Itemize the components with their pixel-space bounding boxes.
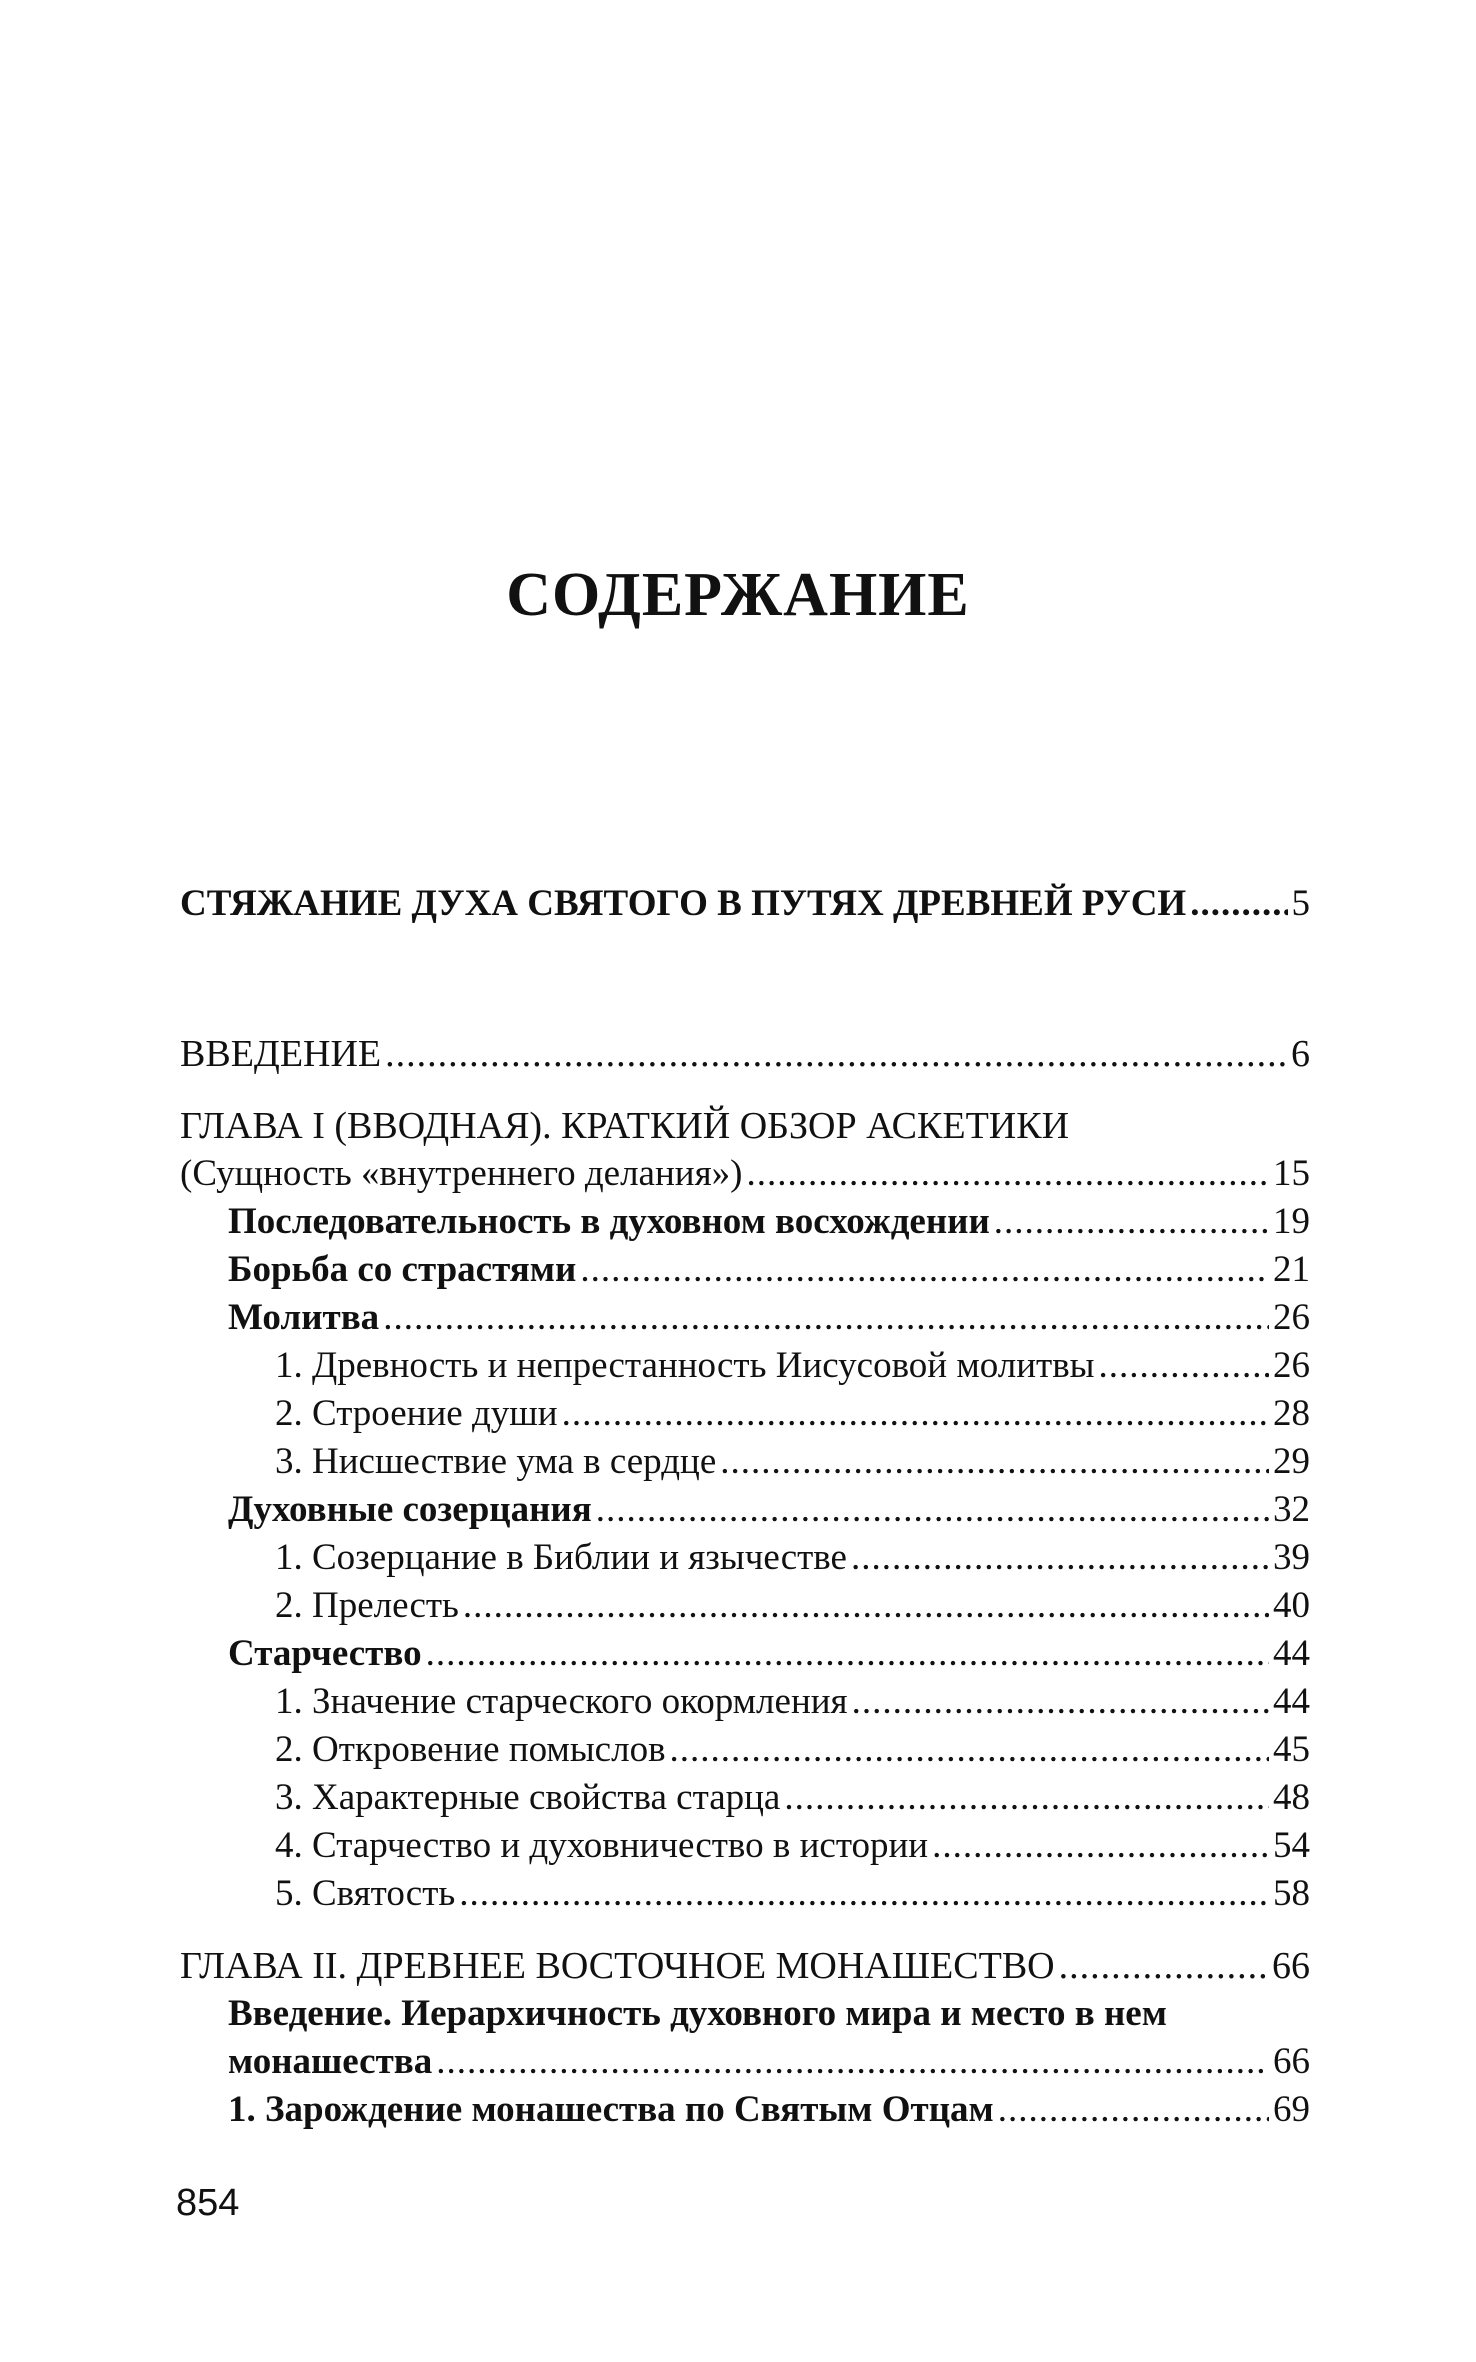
toc-entry[interactable] [180, 1030, 1310, 1078]
toc-entry-text: 2. Откровение помыслов [275, 1729, 666, 1770]
toc-leader-dots [746, 1150, 1269, 1198]
toc-entry-page: 29 [1273, 1441, 1310, 1482]
toc-entry-text: 3. Характерные свойства старца [275, 1777, 781, 1818]
toc-entry-page: 15 [1273, 1153, 1310, 1194]
toc-entry[interactable] [180, 1438, 1310, 1486]
toc-entry-page: 54 [1273, 1825, 1310, 1866]
toc-entry-page: 26 [1273, 1345, 1310, 1386]
toc-entry-text: 1. Зарождение монашества по Святым Отцам [228, 2089, 994, 2130]
toc-entry-text: 1. Значение старческого окормления [275, 1681, 848, 1722]
page-number: 854 [176, 2182, 240, 2224]
toc-entry-page: 66 [1273, 2041, 1310, 2082]
toc-entry-page: 6 [1291, 1033, 1310, 1075]
toc-entry[interactable] [180, 1870, 1310, 1918]
toc-leader-dots [436, 2038, 1269, 2086]
toc-entry-text: 4. Старчество и духовничество в истории [275, 1825, 929, 1866]
toc-leader-dots [426, 1630, 1269, 1678]
toc-entry-text: ГЛАВА I (ВВОДНАЯ). КРАТКИЙ ОБЗОР АСКЕТИКИ [180, 1105, 1070, 1147]
toc-leader-dots [784, 1774, 1269, 1822]
toc-entry[interactable] [180, 1942, 1310, 1990]
toc-entry-page: 40 [1273, 1585, 1310, 1626]
toc-entry-page: 66 [1272, 1945, 1310, 1987]
toc-entry-page: 26 [1273, 1297, 1310, 1338]
toc-leader-dots [670, 1726, 1269, 1774]
toc-entry[interactable] [180, 1726, 1310, 1774]
toc-entry-text: 3. Нисшествие ума в сердце [275, 1441, 717, 1482]
toc-entry[interactable] [180, 1774, 1310, 1822]
toc-entry[interactable] [180, 1486, 1310, 1534]
toc-entry-text: Старчество [228, 1633, 422, 1674]
toc-entry[interactable] [180, 1630, 1310, 1678]
toc-entry[interactable] [180, 1198, 1310, 1246]
table-of-contents [180, 1030, 1310, 2134]
toc-entry-text: ВВЕДЕНИЕ [180, 1033, 382, 1075]
toc-leader-dots [580, 1246, 1269, 1294]
toc-leader-dots [1099, 1342, 1269, 1390]
toc-entry-page: 39 [1273, 1537, 1310, 1578]
toc-leader-dots [932, 1822, 1269, 1870]
toc-entry[interactable] [180, 1534, 1310, 1582]
toc-leader-dots [385, 1030, 1287, 1078]
toc-entry-text: Введение. Иерархичность духовного мира и место в нем [228, 1993, 1167, 2034]
toc-entry-text: 1. Древность и непрестанность Иисусовой молитвы [275, 1345, 1095, 1386]
toc-entry-page: 44 [1273, 1633, 1310, 1674]
toc-entry-text: Борьба со страстями [228, 1249, 577, 1290]
toc-entry-page: 19 [1273, 1201, 1310, 1242]
toc-entry-page: 48 [1273, 1777, 1310, 1818]
toc-entry-page: 45 [1273, 1729, 1310, 1770]
toc-entry-page: 44 [1273, 1681, 1310, 1722]
toc-entry-text: 1. Созерцание в Библии и язычестве [275, 1537, 847, 1578]
toc-entry[interactable] [180, 1822, 1310, 1870]
toc-entry-page: 28 [1273, 1393, 1310, 1434]
toc-leader-dots [998, 2086, 1269, 2134]
toc-entry-page: 32 [1273, 1489, 1310, 1530]
toc-leader-dots [851, 1534, 1269, 1582]
toc-entry-page: 69 [1273, 2089, 1310, 2130]
toc-leader-dots [383, 1294, 1269, 1342]
toc-entry-book-title[interactable] [180, 880, 1310, 928]
toc-entry-page: 5 [1291, 883, 1310, 924]
toc-leader-dots [562, 1390, 1269, 1438]
toc-entry[interactable] [180, 1246, 1310, 1294]
toc-entry-text: 2. Прелесть [275, 1585, 459, 1626]
toc-leader-dots [1190, 880, 1287, 928]
toc-entry-text: Духовные созерцания [228, 1489, 592, 1530]
contents-heading: СОДЕРЖАНИЕ [506, 561, 970, 629]
toc-entry-text: СТЯЖАНИЕ ДУХА СВЯТОГО В ПУТЯХ ДРЕВНЕЙ РУСИ [180, 883, 1187, 924]
toc-entry-text: монашества [228, 2041, 433, 2082]
toc-entry-page: 21 [1273, 1249, 1310, 1290]
toc-leader-dots [459, 1870, 1269, 1918]
toc-entry[interactable] [180, 1150, 1310, 1198]
toc-leader-dots [1059, 1942, 1268, 1990]
toc-entry[interactable] [180, 1390, 1310, 1438]
toc-entry-page: 58 [1273, 1873, 1310, 1914]
toc-leader-dots [852, 1678, 1269, 1726]
toc-leader-dots [994, 1198, 1269, 1246]
toc-entry[interactable] [180, 1342, 1310, 1390]
toc-entry-text: Молитва [228, 1297, 380, 1338]
toc-entry[interactable] [180, 1294, 1310, 1342]
toc-entry[interactable] [180, 1678, 1310, 1726]
toc-entry-text: 5. Святость [275, 1873, 456, 1914]
toc-entry-text: 2. Строение души [275, 1393, 558, 1434]
toc-entry[interactable] [180, 2038, 1310, 2086]
toc-entry-text: ГЛАВА II. ДРЕВНЕЕ ВОСТОЧНОЕ МОНАШЕСТВО [180, 1945, 1055, 1987]
toc-entry-text: (Сущность «внутреннего делания») [180, 1153, 743, 1194]
toc-entry[interactable] [180, 2086, 1310, 2134]
toc-leader-dots [720, 1438, 1269, 1486]
toc-leader-dots [463, 1582, 1269, 1630]
toc-entry[interactable] [180, 1990, 1310, 2038]
toc-entry-text: Последовательность в духовном восхождении [228, 1201, 990, 1242]
toc-leader-dots [596, 1486, 1269, 1534]
toc-entry[interactable] [180, 1582, 1310, 1630]
toc-entry[interactable] [180, 1102, 1310, 1150]
